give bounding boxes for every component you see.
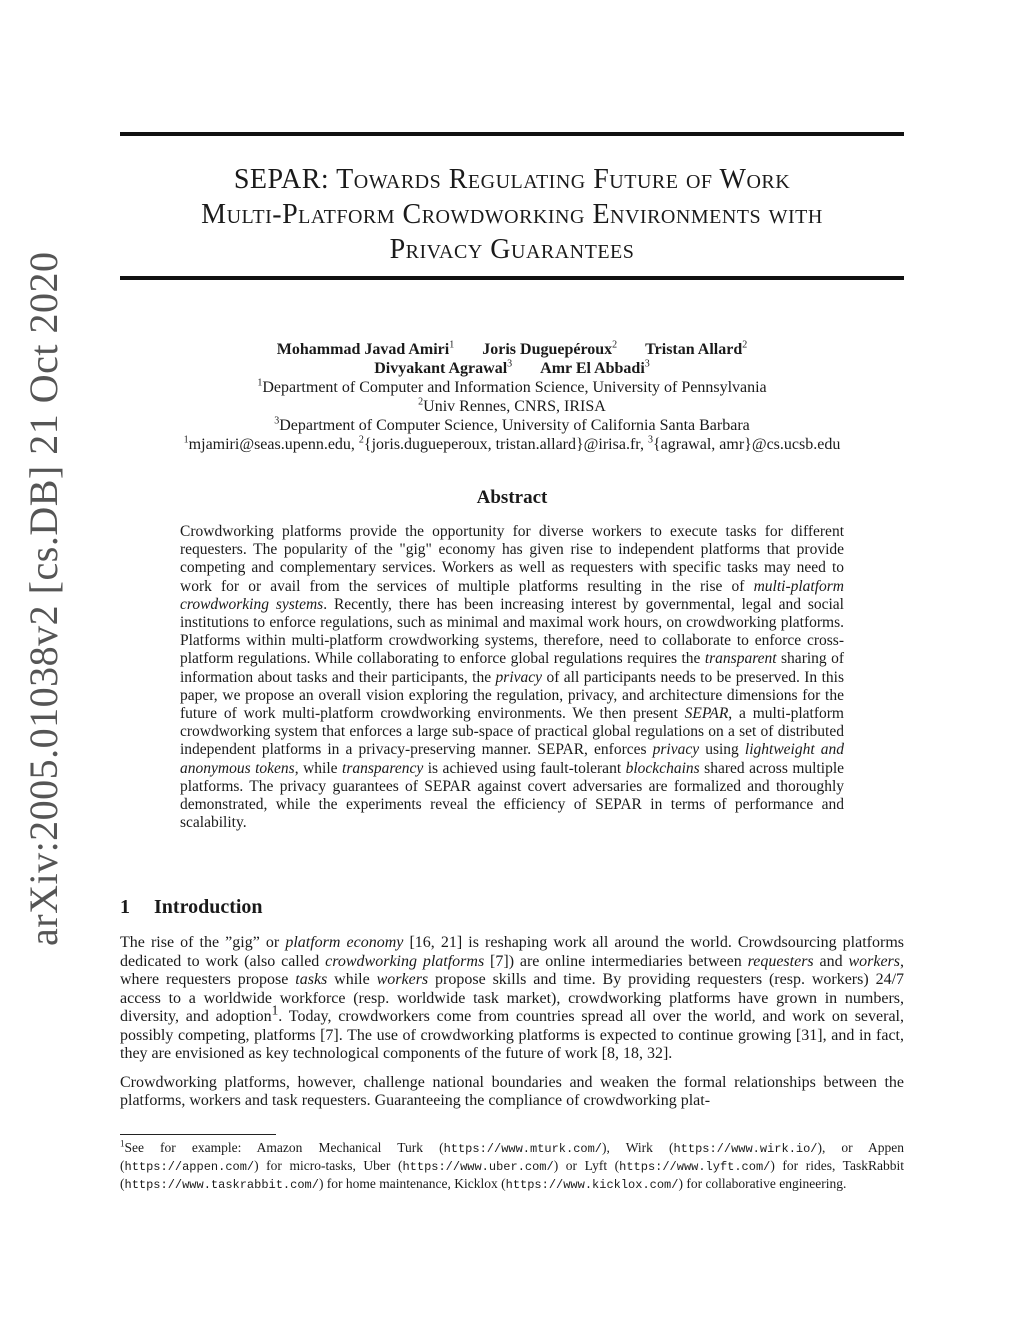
title-line-1: SEPAR: Towards Regulating Future of Work (233, 164, 791, 195)
abstract-heading: Abstract (476, 487, 548, 508)
paragraph: The rise of the ”gig” or platform economy [16, 21] is reshaping work all around the world. Crowdsourcing platforms dedicated to work (also called crowdworking platforms [7]) are online intermediaries between requesters and workers, where requesters propose tasks while workers propose skills and time. By providing requesters (resp. workers) 24/7 access to a worldwide workforce (resp. worldwide task market), crowdworking platforms have grown in numbers, diversity, and adoption$^1$. Today, crowdworkers come from countries spread all over the world, and work on several, possibly competing, platforms [7]. The use of crowdworking platforms is expected to continue growing [31], and in fact, they are envisioned as key technological components of the future of work [8, 18, 32]. (120, 934, 905, 1062)
title-line-2: Multi-Platform Crowdworking Environments with (201, 199, 823, 230)
author: Joris Duguepéroux$^2$ (482, 339, 618, 358)
footnote-link[interactable]: https://www.lyft.com/ (619, 1159, 771, 1174)
author-row-2 (120, 359, 904, 378)
author-block (120, 340, 904, 454)
affiliation: $^3$Department of Computer Science, University of California Santa Barbara (274, 415, 750, 434)
paper-title (120, 162, 904, 267)
footnote-link[interactable]: https://www.taskrabbit.com/ (124, 1177, 319, 1192)
section-heading: 1 Introduction (120, 896, 263, 918)
introduction-text (120, 934, 904, 1121)
author: Divyakant Agrawal$^3$ (374, 358, 513, 377)
arxiv-stamp: arXiv:2005.01038v2 [cs.DB] 21 Oct 2020 (21, 251, 66, 946)
footnote: $^1$See for example: Amazon Mechanical Turk (https://www.mturk.com/), Wirk (https://www.wirk.io/), or Appen (https://appen.com/) for micro-tasks, Uber (https://www.uber.com/) or Lyft (https://www.lyft.com/) for rides, TaskRabbit (https://www.taskrabbit.com/) for home maintenance, Kicklox (https://www.kicklox.com/) for collaborative engineering. (120, 1138, 904, 1192)
author: Amr El Abbadi$^3$ (540, 358, 650, 377)
title-rule-top (120, 132, 904, 136)
author-emails: $^1$mjamiri@seas.upenn.edu, $^2${joris.dugueperoux, tristan.allard}@irisa.fr, $^3${agrawal, amr}@cs.ucsb.edu (183, 434, 841, 453)
author: Mohammad Javad Amiri$^1$ (276, 339, 455, 358)
abstract-text: Crowdworking platforms provide the opportunity for diverse workers to execute tasks for different requesters. The popularity of the "gig" economy has given rise to independent platforms that provide competing and complementary services. Workers as well as requesters with specific tasks may need to work for or avail from the services of multiple platforms resulting in the rise of multi-platform crowdworking systems. Recently, there has been increasing interest by governmental, legal and social institutions to enforce regulations, such as minimal and maximal work hours, on crowdworking platforms. Platforms within multi-platform crowdworking systems, therefore, need to collaborate to enforce cross-platform regulations. While collaborating to enforce global regulations requires the transparent sharing of information about tasks and their participants, the privacy of all participants needs to be preserved. In this paper, we propose an overall vision exploring the regulation, privacy, and architecture dimensions for the future of work multi-platform crowdworking environments. We then present SEPAR, a multi-platform crowdworking system that enforces a large sub-space of practical global regulations on a set of distributed independent platforms in a privacy-preserving manner. SEPAR, enforces privacy using lightweight and anonymous tokens, while transparency is achieved using fault-tolerant blockchains shared across multiple platforms. The privacy guarantees of SEPAR against covert adversaries are formalized and thoroughly demonstrated, while the experiments reveal the efficiency of SEPAR in terms of performance and scalability. (180, 523, 845, 832)
affiliation: $^2$Univ Rennes, CNRS, IRISA (418, 396, 606, 415)
title-line-3: Privacy Guarantees (389, 234, 635, 265)
footnote-link[interactable]: https://www.mturk.com/ (443, 1142, 603, 1156)
footnote-link[interactable]: https://www.kicklox.com/ (505, 1177, 679, 1192)
title-rule-bottom (120, 276, 904, 280)
author-row-1 (120, 340, 904, 359)
paragraph: Crowdworking platforms, however, challenge national boundaries and weaken the formal relationships between the platforms, workers and task requesters. Guaranteeing the compliance of crowdworking plat- (120, 1073, 904, 1109)
footnote-link[interactable]: https://www.uber.com/ (402, 1159, 554, 1174)
footnote-rule (120, 1134, 276, 1135)
footnote-link[interactable]: https://appen.com/ (124, 1159, 255, 1174)
author: Tristan Allard$^2$ (645, 339, 748, 358)
footnote-marker: 1 (271, 1002, 279, 1018)
affiliation: $^1$Department of Computer and Information Science, University of Pennsylvania (257, 377, 767, 396)
footnote-link[interactable]: https://www.wirk.io/ (673, 1142, 818, 1156)
